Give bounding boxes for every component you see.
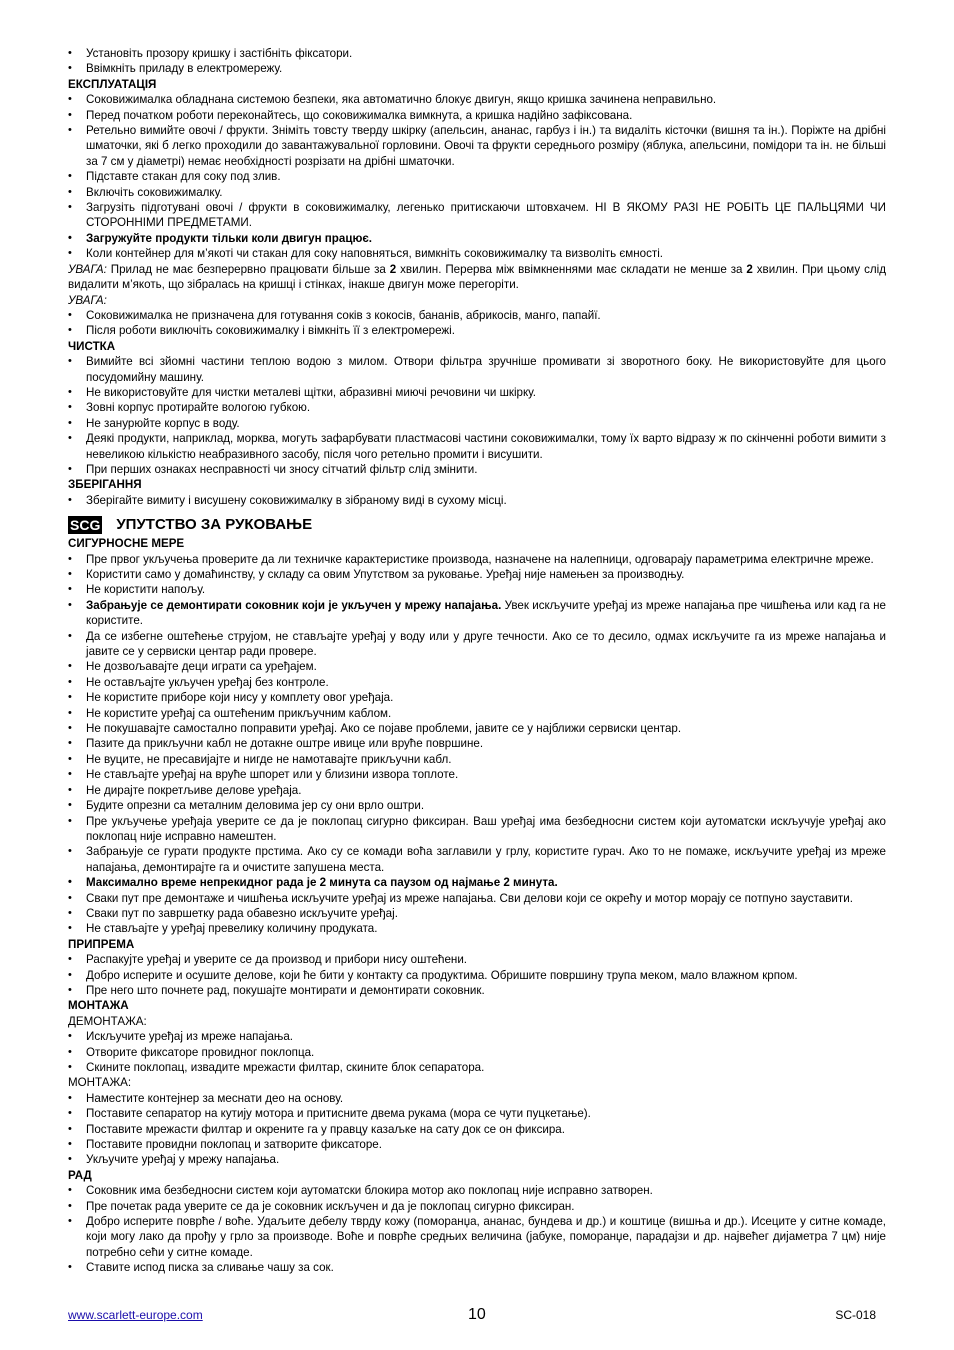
list-item: • Не дозвољавајте деци играти са уређајем.	[68, 659, 886, 674]
list-item: • Не покушавајте самостално поправити уређај. Ако се појаве проблеми, јавите се у најближи сервиски центар.	[68, 721, 886, 736]
list-item: • Пре него што почнете рад, покушајте монтирати и демонтирати соковник.	[68, 983, 886, 998]
list-item: • При перших ознаках несправності чи зносу сітчатий фільтр слід змінити.	[68, 462, 886, 477]
bullet-list	[68, 552, 886, 937]
list-item: • Установіть прозору кришку і застібніть фіксатори.	[68, 46, 886, 61]
list-item: • Не остављајте укључен уређај без контроле.	[68, 675, 886, 690]
list-item: • Будите опрезни са металним деловима јер су они врло оштри.	[68, 798, 886, 813]
list-item: • Скините поклопац, извадите мрежасти филтар, скините блок сепаратора.	[68, 1060, 886, 1075]
list-item: • Сваки пут по завршетку рада обавезно искључите уређај.	[68, 906, 886, 921]
list-item: • Отворите фиксаторе провидног поклопца.	[68, 1045, 886, 1060]
section-heading: РАД	[68, 1168, 92, 1182]
page-footer	[68, 1306, 886, 1326]
bullet-list	[68, 354, 886, 477]
list-item: • Не стављајте у уређај превелику количину продуката.	[68, 921, 886, 936]
list-item: • Не користити напољу.	[68, 582, 886, 597]
list-item: • Коли контейнер для м’якоті чи стакан для соку наповняться, вимкніть соковижималку та визволіть ємності.	[68, 246, 886, 261]
text-run: УВАГА:	[68, 262, 107, 276]
list-item: • Після роботи виключіть соковижималку і вімкніть її з електромережі.	[68, 323, 886, 338]
list-item: • Ретельно вимийте овочі / фрукти. Зніміть товсту тверду шкірку (апельсин, ананас, гарбуз і ін.) та видаліть кісточки (вишня та ін.). Поріжте на дрібні шматочки, які б легко проходили до завантажувальної горловини. Овочі та фрукти середнього розміру (яблука, апельсини, помідори та ін. не більші за 7 см у діаметрі) немає необхідності розрізати на дрібні шматочки.	[68, 123, 886, 169]
list-item: • Перед початком роботи переконайтесь, що соковижималка вимкнута, а кришка надійно зафіксована.	[68, 108, 886, 123]
list-item: • Максимално време непрекидног рада је 2 минута са паузом од најмање 2 минута.	[68, 875, 886, 890]
list-item: • Ввімкніть приладу в електромережу.	[68, 61, 886, 76]
list-item	[68, 598, 886, 629]
bullet-list	[68, 493, 886, 508]
document-body	[68, 46, 886, 1276]
section-heading: СИГУРНОСНЕ МЕРЕ	[68, 537, 185, 551]
list-item: • Поставите мрежасти филтар и окрените га у правцу казаљке на сату док се он фиксира.	[68, 1122, 886, 1137]
page-number: 10	[468, 1306, 486, 1323]
bullet-list	[68, 1183, 886, 1275]
list-item: • Соковник има безбедносни систем који аутоматски блокира мотор ако поклопац није исправно затворен.	[68, 1183, 886, 1198]
list-item: • Зберігайте вимиту і висушену соковижималку в зібраному виді в сухому місці.	[68, 493, 886, 508]
list-item: • Пре укључење уређаја уверите се да је поклопац сигурно фиксиран. Ваш уређај има безбедносни систем који аутоматски искључује уређај ако поклопац није исправно намештен.	[68, 814, 886, 845]
list-item: • Підставте стакан для соку под злив.	[68, 169, 886, 184]
list-item: • Сваки пут пре демонтаже и чишћења искључите уређај из мреже напајања. Сви делови који се окрећу и мотор морају се потпуно зауставити.	[68, 891, 886, 906]
text-run: Прилад не має безперервно працювати більше за	[106, 262, 390, 276]
list-item: • Искључите уређај из мреже напајања.	[68, 1029, 886, 1044]
list-item: • Не користите приборе који нису у комплету овог уређаја.	[68, 690, 886, 705]
warning-label: УВАГА:	[68, 293, 107, 307]
list-item: • Соковижималка не призначена для готування соків з кокосів, бананів, абрикосів, манго, папайї.	[68, 308, 886, 323]
list-item: • Ставите испод писка за сливање чашу за сок.	[68, 1260, 886, 1275]
list-item: • Пре почетак рада уверите се да је соковник искључен и да је поклопац сигурно фиксиран.	[68, 1199, 886, 1214]
text-run: 2	[746, 262, 753, 276]
language-section-title	[68, 514, 886, 536]
list-item: • Пазите да прикључни кабл не дотакне оштре ивице или вруће површине.	[68, 736, 886, 751]
list-item: • Вимийте всі зйомні частини теплою водою з милом. Отвори фільтра зручніше промивати зі зворотного боку. Не використовуйте для цього посудомийну машину.	[68, 354, 886, 385]
website-link[interactable]: www.scarlett-europe.com	[68, 1308, 203, 1322]
text-run: хвилин. Перерва між ввімкненнями має складати не менше за	[396, 262, 747, 276]
list-item: • Не стављајте уређај на вруће шпорет или у близини извора топлоте.	[68, 767, 886, 782]
list-item: • Забрањује се гурати продукте прстима. Ако су се комади воћа заглавили у грлу, користите гурач. Ако то не помаже, искључите уређај из мреже напајања, демонтирајте га и очистите запушена места.	[68, 844, 886, 875]
bullet-list	[68, 92, 886, 261]
bullet-list	[68, 46, 886, 77]
text-run: Увек искључите уређај из мреже напајања пре чишћења или кад га не користите.	[86, 598, 886, 628]
section-heading: МОНТАЖА	[68, 999, 129, 1013]
list-item: • Загрузіть підготувані овочі / фрукти в соковижималку, легенько притискаючи штовхачем. НІ В ЯКОМУ РАЗІ НЕ РОБІТЬ ЦЕ ПАЛЬЦЯМИ ЧИ СТОРОННІМИ ПРЕДМЕТАМИ.	[68, 200, 886, 231]
list-item: • Добро исперите и осушите делове, који ће бити у контакту са продуктима. Обришите површину трупа меком, мало влажном крпом.	[68, 968, 886, 983]
section-heading: ЕКСПЛУАТАЦІЯ	[68, 77, 157, 91]
text-run: хвилин. При цьому слід видалити м’якоть, що зібралась на кришці і стінках, інакше двигун може перегоріти.	[68, 262, 886, 292]
list-item: • Укључите уређај у мрежу напајања.	[68, 1152, 886, 1167]
list-item: • Не використовуйте для чистки металеві щітки, абразивні миючі речовини чи шкірку.	[68, 385, 886, 400]
section-title: УПУТСТВО ЗА РУКОВАЊЕ	[116, 516, 313, 534]
list-item: • Поставите сепаратор на кутију мотора и притисните двема рукама (мора се чути пуцкетање).	[68, 1106, 886, 1121]
list-item: • Користити само у домаћинству, у складу са овим Упутством за руковање. Уређај није намењен за производњу.	[68, 567, 886, 582]
section-heading: ЗБЕРІГАННЯ	[68, 478, 142, 492]
text-run: 2	[389, 262, 397, 276]
bullet-list	[68, 952, 886, 998]
list-item: • Деякі продукти, наприклад, морква, могуть зафарбувати пластмасові частини соковижималки, тому їх варто відразу ж по скінченні роботи вимити з невеликою кількістю неабразивного засобу, після чого ретельно промити і висушити.	[68, 431, 886, 462]
list-item: • Добро исперите поврће / воће. Удаљите дебелу тврду кожу (поморанџа, ананас, бундева и др.) и коштице (вишња и др.). Исеците у ситне комаде, који могу лако да прођу у грло за производе. Воће и поврће средњих величина (јабуке, поморанџе, парадајзи и др. највећег дијаметра 7 цм) није потребно сећи у ситне комаде.	[68, 1214, 886, 1260]
text-run: Забрањује се демонтирати соковник који је укључен у мрежу напајања.	[86, 598, 502, 612]
bullet-list	[68, 308, 886, 339]
list-item: • Не вуците, не пресавијајте и нигде не намотавајте прикључни кабл.	[68, 752, 886, 767]
list-item: • Да се избегне оштећење струјом, не стављајте уређај у воду или у друге течности. Ако се то десило, одмах искључите га из мреже напајања и јавите се у сервиски центар ради провере.	[68, 629, 886, 660]
section-heading: ЧИСТКА	[68, 339, 116, 353]
warning-paragraph	[68, 262, 886, 293]
list-item: • Загружуйте продукти тільки коли двигун працює.	[68, 231, 886, 246]
list-item: • Не користите уређај са оштећеним прикључним каблом.	[68, 706, 886, 721]
list-item: • Пре првог укључења проверите да ли техничке карактеристике производа, назначене на налепници, одговарају параметрима електричне мреже.	[68, 552, 886, 567]
bullet-list	[68, 1091, 886, 1168]
subheading: МОНТАЖА:	[68, 1076, 132, 1090]
bullet-list	[68, 1029, 886, 1075]
list-item: • Не занурюйте корпус в воду.	[68, 416, 886, 431]
list-item: • Распакујте уређај и уверите се да производ и прибори нису оштећени.	[68, 952, 886, 967]
subheading: ДЕМОНТАЖА:	[68, 1014, 147, 1028]
model-number: SC-018	[835, 1308, 876, 1322]
language-badge: SCG	[70, 517, 101, 534]
section-heading: ПРИПРЕМА	[68, 937, 135, 951]
list-item: • Наместите контејнер за меснати део на основу.	[68, 1091, 886, 1106]
list-item: • Соковижималка обладнана системою безпеки, яка автоматично блокує двигун, якщо кришка зачинена неправильно.	[68, 92, 886, 107]
list-item: • Зовні корпус протирайте вологою губкою.	[68, 400, 886, 415]
list-item: • Включіть соковижималку.	[68, 185, 886, 200]
list-item: • Поставите провидни поклопац и затворите фиксаторе.	[68, 1137, 886, 1152]
list-item: • Не дирајте покретљиве делове уређаја.	[68, 783, 886, 798]
